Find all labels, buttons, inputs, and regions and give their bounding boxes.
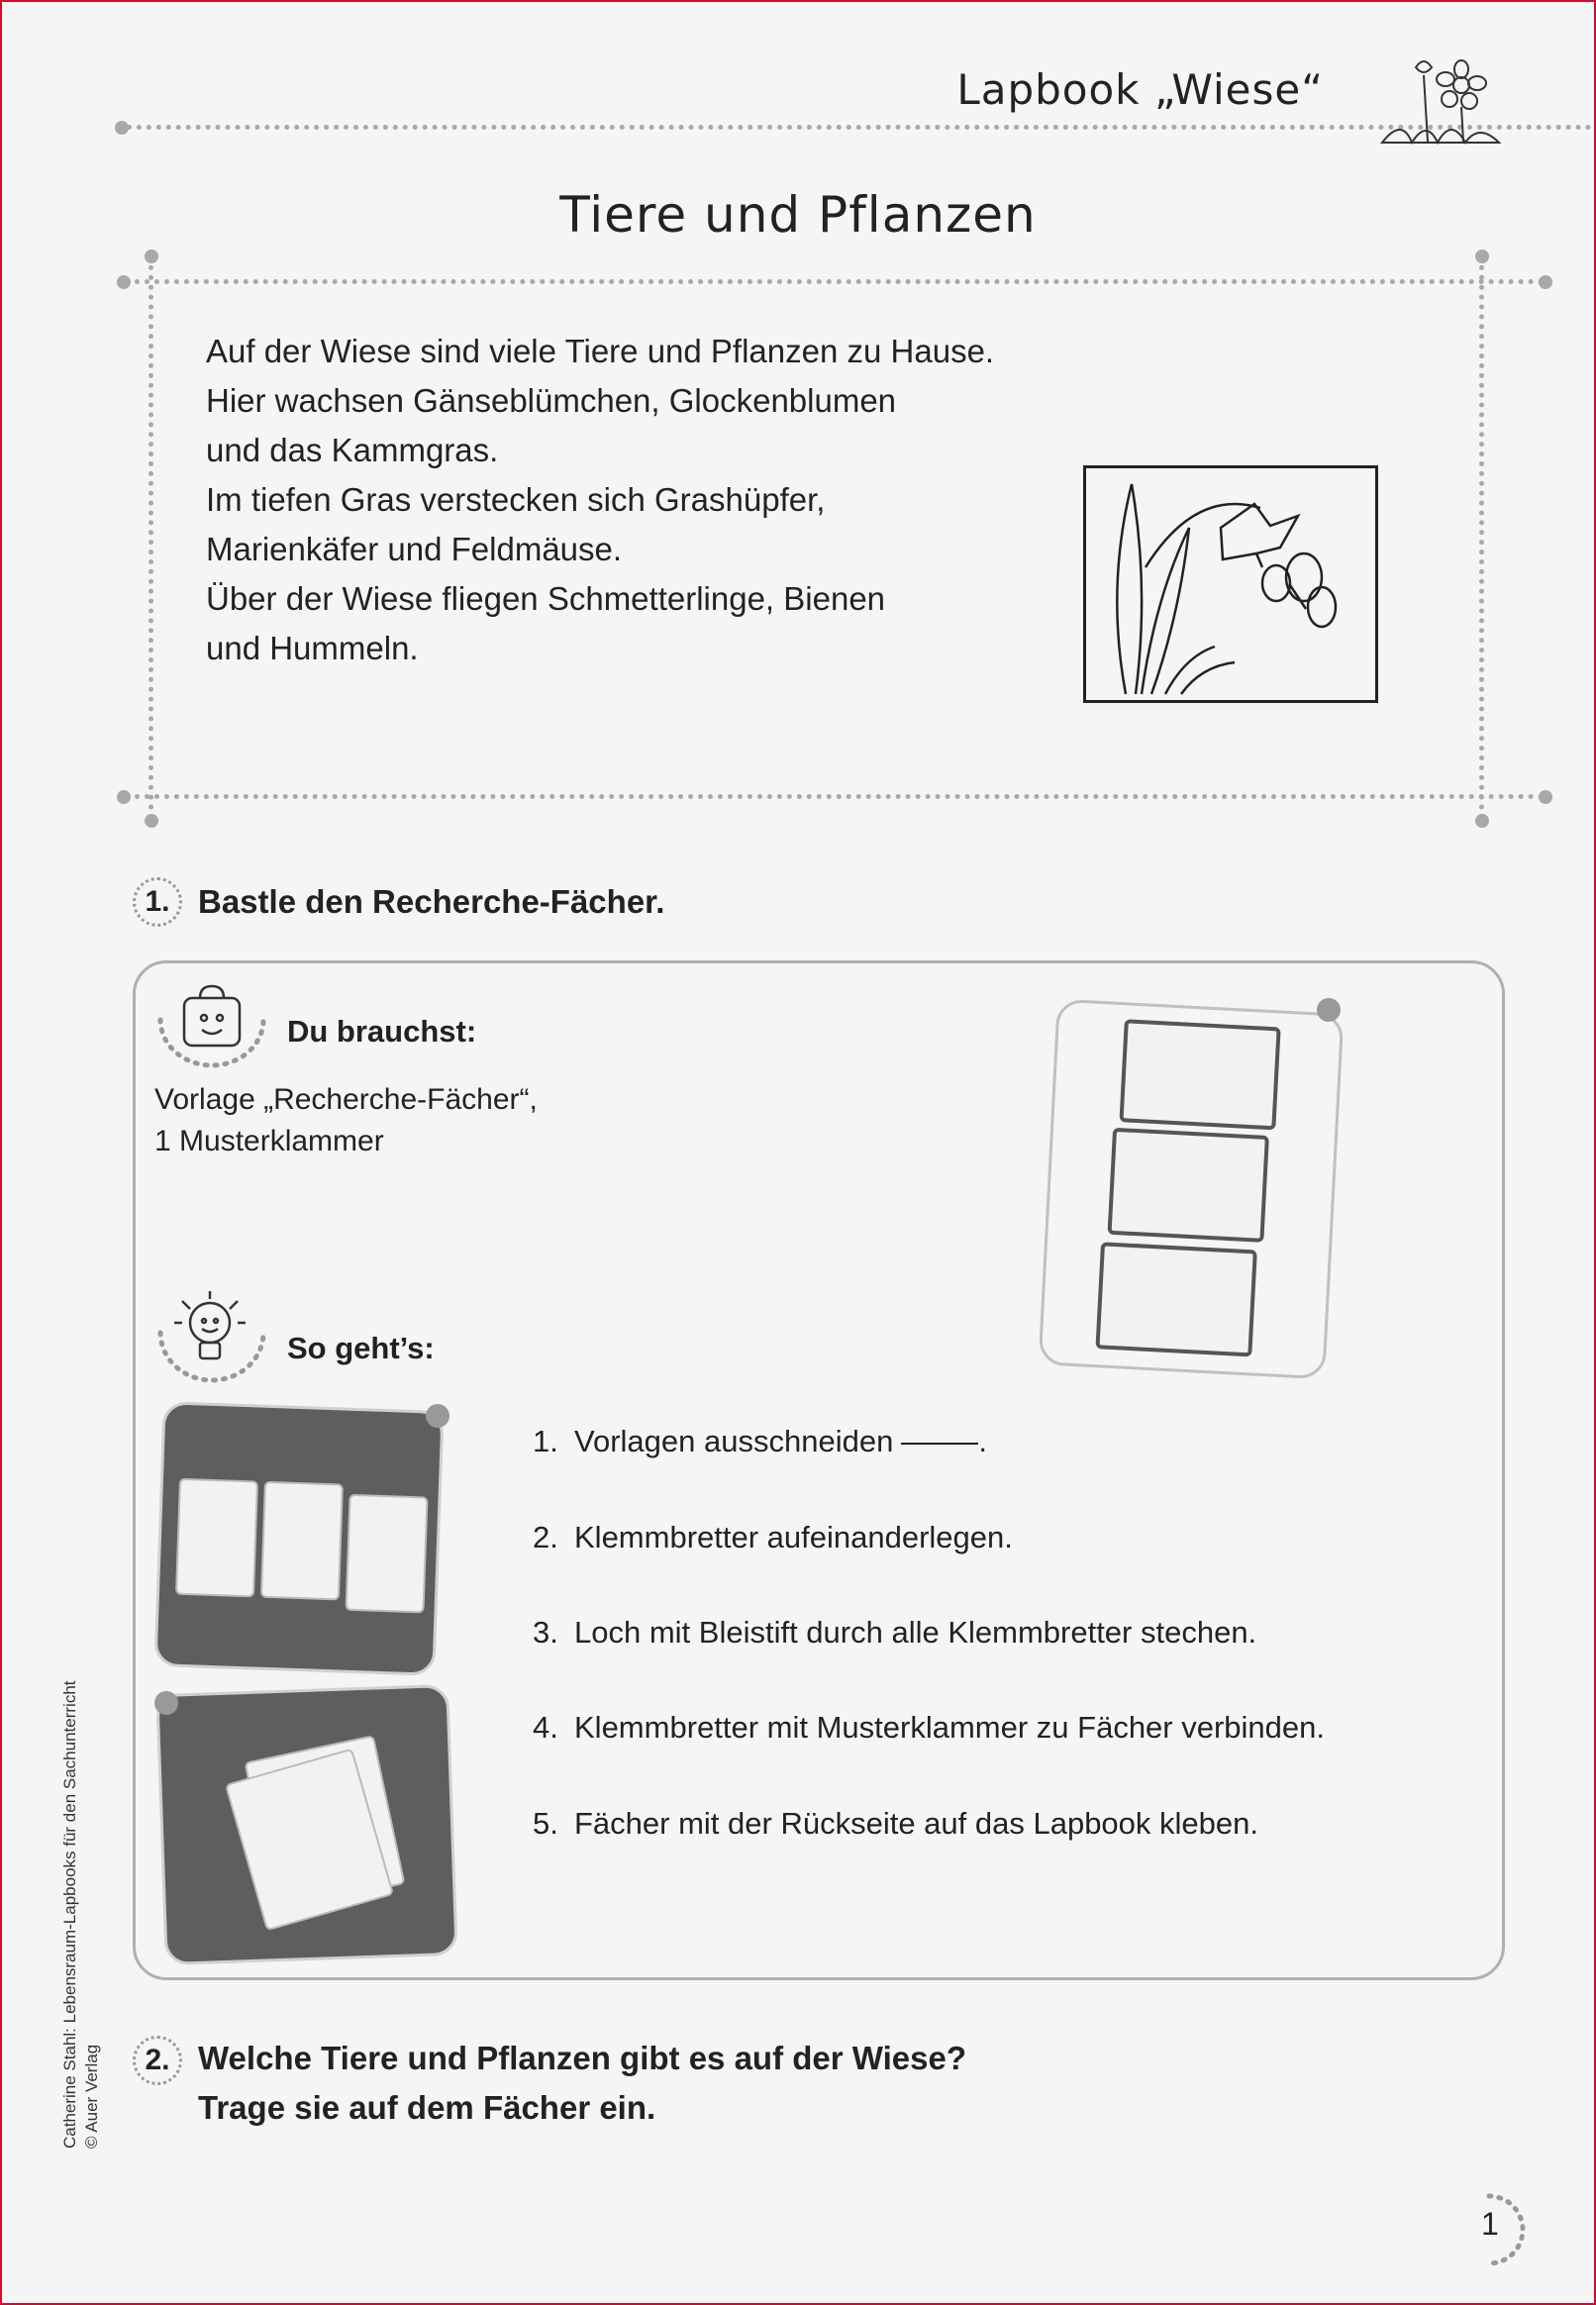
frame-dot [145, 814, 158, 828]
step-text: Klemmbretter aufeinanderlegen. [574, 1520, 1013, 1554]
intro-frame-bottom [125, 794, 1545, 799]
step-number: 5. [533, 1806, 558, 1841]
suitcase-icon [152, 980, 271, 1069]
task-1-text: Bastle den Recherche-Fächer. [198, 883, 665, 920]
fan-preview-picture [1039, 999, 1345, 1380]
frame-dot [1475, 250, 1489, 263]
task-1-number: 1. [133, 877, 182, 927]
pin-icon [426, 1404, 449, 1428]
cut-templates-photo [153, 1401, 444, 1676]
frame-dot [145, 250, 158, 263]
board-photo [175, 1478, 258, 1598]
howto-heading: So geht’s: [287, 1331, 435, 1365]
step-5 [533, 1806, 1258, 1842]
frame-dot [117, 790, 131, 804]
task-2-number: 2. [133, 2036, 182, 2085]
header-dotted-rule [117, 125, 1592, 130]
step-2 [533, 1520, 1013, 1555]
intro-line: Marienkäfer und Feldmäuse. [206, 531, 623, 567]
intro-frame-right [1479, 255, 1484, 820]
materials-heading: Du brauchst: [287, 1014, 477, 1049]
step-text: Fächer mit der Rückseite auf das Lapbook kleben. [574, 1806, 1258, 1841]
step-4 [533, 1710, 1325, 1746]
finished-fan-photo [155, 1684, 457, 1965]
frame-dot [117, 275, 131, 289]
intro-line: Im tiefen Gras verstecken sich Grashüpfer, [206, 481, 826, 518]
cut-line-icon [901, 1443, 978, 1445]
step-3 [533, 1615, 1256, 1651]
fan-board-preview [1095, 1242, 1256, 1356]
board-photo [260, 1481, 344, 1601]
pin-icon [1317, 998, 1341, 1022]
lightbulb-icon [152, 1287, 271, 1386]
intro-line: und Hummeln. [206, 630, 419, 666]
intro-text [206, 327, 994, 673]
step-number: 2. [533, 1520, 558, 1554]
intro-line: Über der Wiese fliegen Schmetterlinge, Bienen [206, 580, 886, 617]
page-title: Tiere und Pflanzen [559, 186, 1037, 244]
materials-list [154, 1079, 538, 1162]
task-2-line: Welche Tiere und Pflanzen gibt es auf der Wiese? [198, 2040, 966, 2076]
pin-icon [154, 1691, 178, 1715]
footer-credit [59, 1680, 103, 2149]
rule-dot [115, 121, 129, 135]
credit-publisher-line: © Auer Verlag [82, 2044, 101, 2149]
intro-frame-left [149, 255, 153, 820]
page-number-dotted-arc [1469, 2190, 1539, 2269]
step-number: 3. [533, 1615, 558, 1650]
fan-board-preview [1119, 1019, 1280, 1130]
board-photo [345, 1494, 428, 1614]
frame-dot [1539, 790, 1552, 804]
step-text: Vorlagen ausschneiden [574, 1424, 894, 1458]
bluebell-butterfly-illustration [1083, 465, 1378, 703]
materials-line: 1 Musterklammer [154, 1125, 384, 1157]
task-2-line: Trage sie auf dem Fächer ein. [198, 2089, 656, 2126]
step-number: 4. [533, 1710, 558, 1745]
task-2-text [198, 2034, 966, 2133]
step-1 [533, 1424, 987, 1459]
meadow-flowers-icon [1372, 48, 1507, 156]
materials-line: Vorlage „Recherche-Fächer“, [154, 1083, 538, 1116]
fan-board-preview [1107, 1128, 1268, 1243]
frame-dot [1539, 275, 1552, 289]
step-suffix: . [978, 1424, 987, 1458]
intro-line: Auf der Wiese sind viele Tiere und Pflanzen zu Hause. [206, 333, 995, 369]
intro-line: und das Kammgras. [206, 432, 499, 468]
step-text: Klemmbretter mit Musterklammer zu Fächer verbinden. [574, 1710, 1326, 1745]
header-title: Lapbook „Wiese“ [956, 65, 1324, 114]
page-number: 1 [1481, 2206, 1499, 2242]
frame-dot [1475, 814, 1489, 828]
credit-author-line: Catherine Stahl: Lebensraum-Lapbooks für den Sachunterricht [60, 1680, 79, 2149]
intro-frame-top [125, 279, 1545, 284]
step-text: Loch mit Bleistift durch alle Klemmbretter stechen. [574, 1615, 1257, 1650]
intro-line: Hier wachsen Gänseblümchen, Glockenblumen [206, 382, 897, 419]
step-number: 1. [533, 1424, 558, 1458]
